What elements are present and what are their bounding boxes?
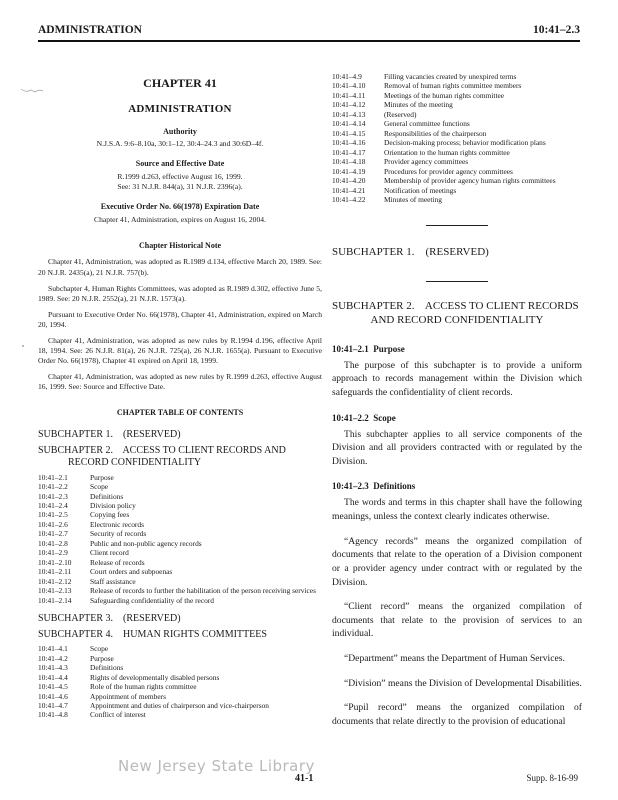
section-text: The purpose of this subchapter is to provide a uniform approach to records management within the Division which safeguards the confidentiality of client records. [332, 359, 582, 399]
toc-entry [38, 682, 322, 691]
source-heading: Source and Effective Date [135, 159, 225, 169]
source-line: R.1999 d.263, effective August 16, 1999. [117, 171, 243, 181]
subchapter-1-heading: SUBCHAPTER 1. (RESERVED) [332, 245, 489, 258]
toc-entry-title: Removal of human rights committee members [384, 81, 522, 91]
toc-entry-title: Staff assistance [90, 576, 136, 586]
toc-entry-title: (Reserved) [384, 109, 417, 119]
divider [426, 281, 488, 282]
toc-entry [332, 81, 582, 90]
toc-entry [332, 176, 582, 185]
eo-heading: Executive Order No. 66(1978) Expiration Date [100, 202, 260, 212]
toc-entry [38, 577, 322, 586]
toc-entry-number: 10:41–4.5 [38, 682, 68, 692]
toc-entry [332, 91, 582, 100]
toc-entry-number: 10:41–4.7 [38, 700, 68, 710]
toc-entry [38, 673, 322, 682]
history-heading: Chapter Historical Note [138, 240, 222, 250]
toc-entry-number: 10:41–2.14 [38, 595, 72, 605]
history-paragraph: Chapter 41, Administration, was adopted as new rules by R.1994 d.196, effective April 18, 1994. See: 26 N.J.R. 81(a), 26 N.J.R. 725(a), 26 N.J.R. 1655(a). Pursuant to Executive Order No. 66(1978), Chapter 41 expired on April 18, 1999. [38, 336, 322, 366]
toc-entry-title: Scope [90, 644, 109, 654]
toc-entry-title: Membership of provider agency human rights committees [384, 176, 556, 186]
toc-heading: CHAPTER TABLE OF CONTENTS [116, 408, 244, 418]
toc-entry-number: 10:41–4.19 [332, 166, 366, 176]
toc-entry-number: 10:41–4.6 [38, 691, 68, 701]
toc-entry-number: 10:41–2.1 [38, 472, 68, 482]
section-title: Purpose [373, 343, 405, 354]
toc-entry-title: Definitions [90, 491, 124, 501]
toc-entry-title: Court orders and subpoenas [90, 567, 173, 577]
toc-entry [332, 157, 582, 166]
toc-entry [38, 501, 322, 510]
toc-entry-title: Security of records [90, 529, 147, 539]
section-number: 10:41–2.1 [332, 343, 369, 354]
section-title: Scope [373, 412, 396, 423]
history-paragraph: Pursuant to Executive Order No. 66(1978), Chapter 41, Administration, expired on March 20, 1994. [38, 309, 322, 329]
toc-subchapter-3: SUBCHAPTER 3. (RESERVED) [38, 613, 181, 625]
toc-entry [332, 186, 582, 195]
toc-entry-title: General committee functions [384, 119, 470, 129]
toc-entry [38, 654, 322, 663]
toc-entry [38, 663, 322, 672]
toc-entry-number: 10:41–4.1 [38, 644, 68, 654]
toc-subchapter-2: SUBCHAPTER 2. ACCESS TO CLIENT RECORDS AND [38, 444, 286, 456]
section-heading [332, 413, 582, 423]
definition: “Agency records” means the organized compilation of documents that relate to the operation of a Division component or a provider agency under contract with or regulated by the Division. [332, 535, 582, 588]
toc-list-subchapter-4 [38, 644, 322, 720]
toc-entry [38, 692, 322, 701]
section-heading [332, 344, 582, 354]
toc-entry [38, 586, 322, 595]
toc-entry [38, 567, 322, 576]
page-number: 41-1 [295, 773, 314, 784]
toc-entry-title: Meetings of the human rights committee [384, 90, 505, 100]
toc-entry-number: 10:41–2.8 [38, 538, 68, 548]
chapter-number: CHAPTER 41 [143, 76, 217, 90]
toc-entry-number: 10:41–4.9 [332, 72, 362, 81]
toc-entry [38, 710, 322, 719]
toc-entry [332, 100, 582, 109]
toc-entry [38, 482, 322, 491]
section-title: Definitions [373, 481, 416, 492]
toc-list-subchapter-2 [38, 473, 322, 606]
section-number: 10:41–2.3 [332, 481, 369, 492]
toc-entry-title: Minutes of the meeting [384, 100, 453, 110]
toc-entry-number: 10:41–2.12 [38, 576, 72, 586]
header-title: ADMINISTRATION [38, 24, 142, 36]
toc-entry-number: 10:41–4.21 [332, 185, 366, 195]
toc-entry-title: Appointment of members [90, 691, 166, 701]
section-heading [332, 481, 582, 491]
supplement-date: Supp. 8-16-99 [526, 773, 578, 783]
toc-entry-title: Release of records [90, 557, 145, 567]
toc-entry [332, 148, 582, 157]
authority-text: N.J.S.A. 9:6–8.10a, 30:1–12, 30:4–24.3 and 30:6D–4f. [96, 139, 264, 149]
toc-entry-title: Appointment and duties of chairperson and vice-chairperson [90, 700, 269, 710]
toc-subchapter-4: SUBCHAPTER 4. HUMAN RIGHTS COMMITTEES [38, 628, 267, 640]
chapter-title: ADMINISTRATION [128, 102, 232, 115]
toc-entry-title: Responsibilities of the chairperson [384, 128, 487, 138]
toc-entry-number: 10:41–4.11 [332, 90, 366, 100]
toc-entry-number: 10:41–2.13 [38, 586, 72, 596]
definition: “Department” means the Department of Human Services. [344, 652, 565, 664]
toc-entry [38, 529, 322, 538]
toc-entry [38, 473, 322, 482]
toc-entry-number: 10:41–4.4 [38, 672, 68, 682]
authority-heading: Authority [163, 126, 197, 136]
toc-entry [38, 644, 322, 653]
toc-entry-number: 10:41–2.5 [38, 510, 68, 520]
toc-entry-number: 10:41–4.2 [38, 653, 68, 663]
left-column [38, 72, 322, 720]
right-column [332, 72, 582, 728]
toc-entry-number: 10:41–4.22 [332, 195, 366, 205]
toc-entry-number: 10:41–2.9 [38, 548, 68, 558]
toc-entry [38, 558, 322, 567]
toc-list-subchapter-4-cont [332, 72, 582, 205]
toc-entry-number: 10:41–4.10 [332, 81, 366, 91]
definition: “Division” means the Division of Developmental Disabilities. [344, 677, 582, 689]
toc-entry [38, 539, 322, 548]
toc-entry-title: Procedures for provider agency committees [384, 166, 513, 176]
toc-entry-number: 10:41–4.18 [332, 157, 366, 167]
toc-entry-title: Rights of developmentally disabled persons [90, 672, 220, 682]
toc-entry-title: Orientation to the human rights committee [384, 147, 510, 157]
toc-entry-number: 10:41–4.20 [332, 176, 366, 186]
toc-entry-number: 10:41–2.10 [38, 557, 72, 567]
toc-entry-title: Scope [90, 482, 109, 492]
running-header [38, 24, 580, 42]
toc-entry-title: Safeguarding confidentiality of the record [90, 595, 214, 605]
toc-entry-number: 10:41–2.4 [38, 501, 68, 511]
toc-entry-title: Public and non-public agency records [90, 538, 202, 548]
toc-entry-number: 10:41–4.16 [332, 138, 366, 148]
toc-entry [332, 72, 582, 81]
toc-entry-title: Client record [90, 548, 129, 558]
toc-entry-title: Decision-making process; behavior modification plans [384, 138, 546, 148]
toc-entry-title: Division policy [90, 501, 136, 511]
section-number: 10:41–2.2 [332, 412, 369, 423]
toc-entry [38, 492, 322, 501]
toc-entry [38, 510, 322, 519]
toc-subchapter-1: SUBCHAPTER 1. (RESERVED) [38, 429, 181, 441]
toc-entry-number: 10:41–2.6 [38, 519, 68, 529]
historical-note [38, 257, 322, 392]
toc-entry [332, 119, 582, 128]
toc-entry-title: Purpose [90, 472, 114, 482]
toc-entry-number: 10:41–4.15 [332, 128, 366, 138]
eo-text: Chapter 41, Administration, expires on August 16, 2004. [94, 214, 266, 224]
toc-entry-title: Electronic records [90, 519, 144, 529]
toc-entry-title: Role of the human rights committee [90, 682, 197, 692]
section-text: The words and terms in this chapter shall have the following meanings, unless the context clearly indicates otherwise. [332, 497, 582, 523]
toc-entry [332, 167, 582, 176]
subchapter-2-heading-cont: AND RECORD CONFIDENTIALITY [370, 314, 544, 327]
toc-entry-number: 10:41–4.3 [38, 663, 68, 673]
toc-entry-title: Notification of meetings [384, 185, 457, 195]
history-paragraph: Chapter 41, Administration, was adopted as R.1989 d.134, effective March 20, 1989. See: 20 N.J.R. 2435(a), 21 N.J.R. 757(b). [38, 257, 322, 277]
margin-dot [22, 345, 24, 347]
toc-entry-title: Release of records to further the habilitation of the person receiving services [90, 586, 316, 596]
history-paragraph: Subchapter 4, Human Rights Committees, was adopted as R.1989 d.302, effective June 5, 1989. See: 20 N.J.R. 2552(a), 21 N.J.R. 1573(a). [38, 283, 322, 303]
toc-entry [332, 138, 582, 147]
toc-subchapter-2-cont: RECORD CONFIDENTIALITY [68, 457, 202, 469]
toc-entry-title: Purpose [90, 653, 114, 663]
toc-entry [38, 596, 322, 605]
library-stamp: New Jersey State Library [118, 757, 315, 775]
toc-entry [38, 548, 322, 557]
toc-entry-number: 10:41–2.3 [38, 491, 68, 501]
toc-entry-number: 10:41–4.13 [332, 109, 366, 119]
toc-entry-number: 10:41–4.17 [332, 147, 366, 157]
source-line: See: 31 N.J.R. 844(a), 31 N.J.R. 2396(a). [117, 182, 243, 192]
toc-entry-number: 10:41–2.7 [38, 529, 68, 539]
toc-entry-title: Provider agency committees [384, 157, 469, 167]
toc-entry [38, 520, 322, 529]
toc-entry [38, 701, 322, 710]
history-paragraph: Chapter 41, Administration, was adopted as new rules by R.1999 d.263, effective August 16, 1999. See: Source and Effective Date. [38, 372, 322, 392]
toc-entry-number: 10:41–4.14 [332, 119, 366, 129]
toc-entry-number: 10:41–4.12 [332, 100, 366, 110]
toc-entry-number: 10:41–2.2 [38, 482, 68, 492]
toc-entry [332, 110, 582, 119]
toc-entry-title: Conflict of interest [90, 710, 146, 720]
toc-entry [332, 129, 582, 138]
toc-entry-number: 10:41–2.11 [38, 567, 72, 577]
definition: “Client record” means the organized compilation of documents that relate to the provision of services to an individual. [332, 601, 582, 640]
toc-entry-title: Minutes of meeting [384, 195, 442, 205]
subchapter-2-heading: SUBCHAPTER 2. ACCESS TO CLIENT RECORDS [332, 300, 579, 313]
toc-entry-number: 10:41–4.8 [38, 710, 68, 720]
definition: “Pupil record” means the organized compilation of documents that relate directly to the provision of educational [332, 702, 582, 727]
section-text: This subchapter applies to all service components of the Division and all providers contracted with or regulated by the Division. [332, 428, 582, 467]
toc-entry-title: Filling vacancies created by unexpired terms [384, 72, 517, 81]
header-section: 10:41–2.3 [533, 24, 580, 36]
toc-entry-title: Definitions [90, 663, 124, 673]
divider [426, 225, 488, 226]
toc-entry-title: Copying fees [90, 510, 130, 520]
toc-entry [332, 195, 582, 204]
